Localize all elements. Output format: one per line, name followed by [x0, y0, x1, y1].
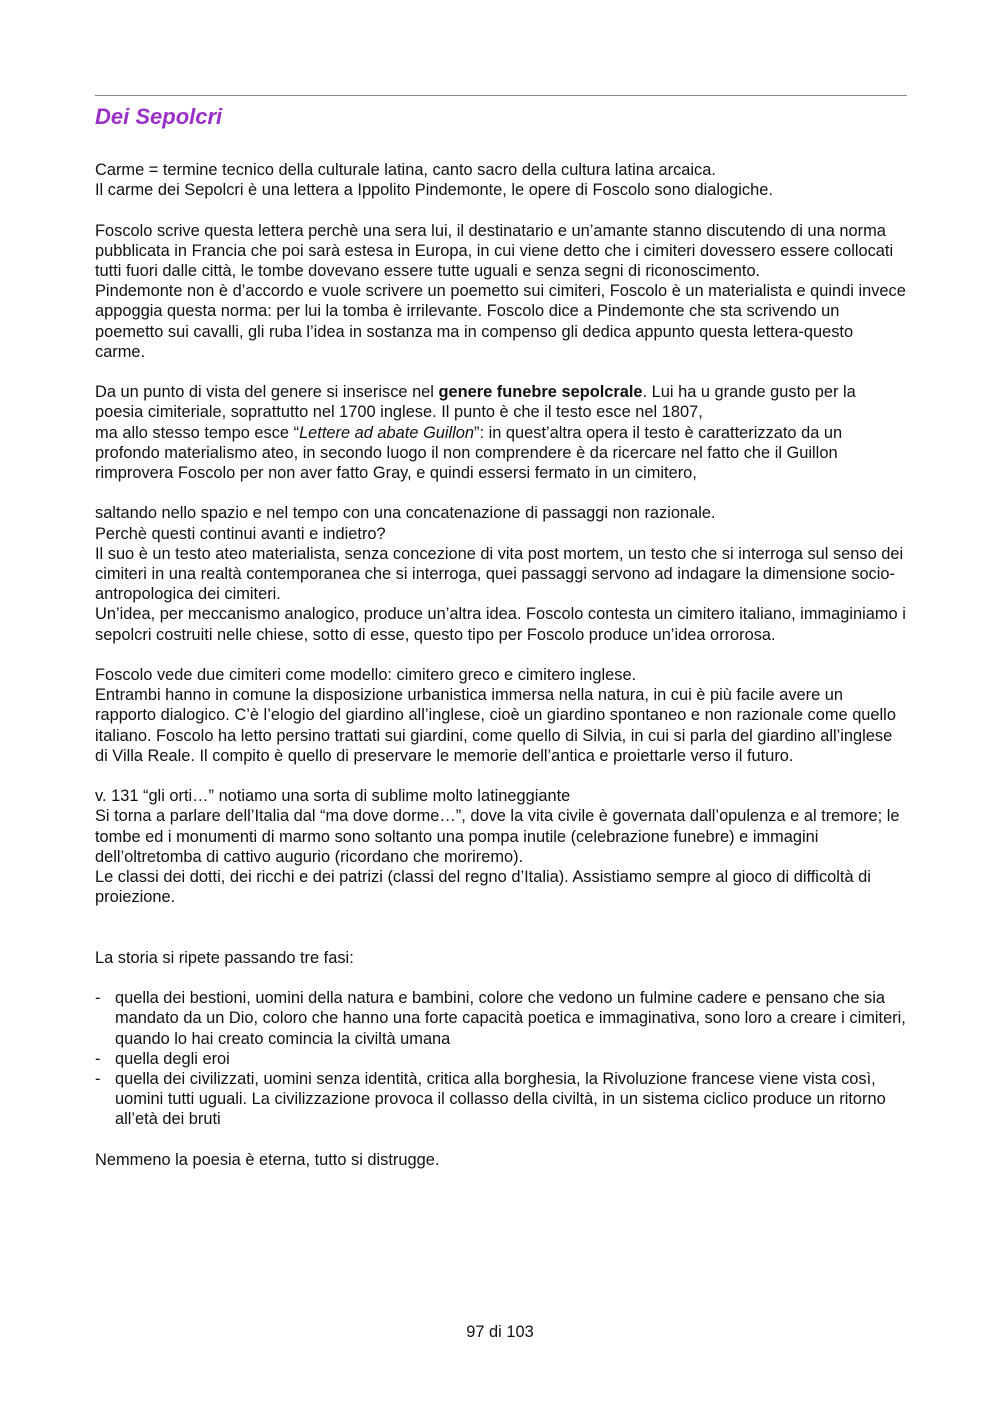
document-body — [95, 160, 907, 1170]
text-run: ”: in quest’altra opera il testo è caratterizzato da un profondo materialismo ateo, in secondo luogo il non comprendere è da ricercare nel fatto che il Guillon rimprovera Foscolo per non aver fatto Gray, e quindi essersi fermato in un cimitero, — [95, 423, 843, 483]
list-item — [95, 1069, 907, 1130]
text-run: ma allo stesso tempo esce “ — [95, 423, 300, 442]
list-item-text: quella dei civilizzati, uomini senza identità, critica alla borghesia, la Rivoluzione francese viene vista così, uomini tutti uguali. La civilizzazione provoca il collasso della civiltà, in un sistema ciclico produce un ritorno all’età dei bruti — [115, 1070, 886, 1129]
paragraph: Carme = termine tecnico della culturale latina, canto sacro della cultura latina arcaica. — [95, 161, 716, 179]
paragraph: Il carme dei Sepolcri è una lettera a Ippolito Pindemonte, le opere di Foscolo sono dialogiche. — [95, 181, 773, 200]
paragraph: Si torna a parlare dell’Italia dal “ma dove dorme…”, dove la vita civile è governata dall’opulenza e al tremore; le tombe ed i monumenti di marmo sono soltanto una pompa inutile (celebrazione funebre) e immagini dell’oltretomba di cattivo augurio (ricordano che moriremo). — [95, 807, 900, 866]
bold-text: genere funebre sepolcrale — [438, 383, 643, 402]
list-item — [95, 988, 907, 1049]
paragraph: Le classi dei dotti, dei ricchi e dei patrizi (classi del regno d’Italia). Assistiamo sempre al gioco di difficoltà di proiezione. — [95, 868, 871, 907]
paragraph: Foscolo scrive questa lettera perchè una sera lui, il destinatario e un’amante stanno discutendo di una norma pubblicata in Francia che poi sarà estesa in Europa, in cui viene detto che i cimiteri dovessero essere collocati tutti fuori dalle città, le tombe dovevano essere tutte uguali e senza segni di riconoscimento. — [95, 221, 894, 280]
paragraph: Entrambi hanno in comune la disposizione urbanistica immersa nella natura, in cui è più facile avere un rapporto dialogico. C’è l’elogio del giardino all’inglese, cioè un giardino spontaneo e non razionale come quello italiano. Foscolo ha letto persino trattati sui giardini, come quello di Silvia, in cui si parla del giardino all’inglese di Villa Reale. Il compito è quello di preservare le memorie dell’antica e proiettarle verso il futuro. — [95, 686, 896, 765]
paragraph: v. 131 “gli orti…” notiamo una sorta di sublime molto latineggiante — [95, 787, 571, 806]
paragraph: Nemmeno la poesia è eterna, tutto si distrugge. — [95, 1150, 440, 1169]
page-number: 97 di 103 — [466, 1323, 534, 1341]
phases-list — [95, 988, 907, 1129]
document-title: Dei Sepolcri — [95, 104, 223, 129]
list-dash: - — [95, 1070, 101, 1089]
paragraph: Pindemonte non è d’accordo e vuole scrivere un poemetto sui cimiteri, Foscolo è un materialista e quindi invece appoggia questa norma: per lui la tomba è irrilevante. Foscolo dice a Pindemonte che sta scrivendo un poemetto sui cavalli, gli ruba l’idea in sostanza ma in compenso gli dedica appunto questa lettera-questo carme. — [95, 282, 906, 361]
paragraph — [95, 423, 907, 484]
paragraph — [95, 382, 907, 422]
paragraph: saltando nello spazio e nel tempo con una concatenazione di passaggi non razionale. — [95, 504, 716, 523]
header-rule — [95, 95, 907, 96]
list-dash: - — [95, 989, 101, 1008]
italic-text: Lettere ad abate Guillon — [299, 423, 475, 442]
list-item-text: quella dei bestioni, uomini della natura e bambini, colore che vedono un fulmine cadere e pensano che sia mandato da un Dio, coloro che hanno una forte capacità poetica e immaginativa, sono loro a creare i cimiteri, quando lo hai creato comincia la civiltà umana — [115, 989, 906, 1048]
text-run: . Lui ha u grande gusto per la poesia cimiteriale, soprattutto nel 1700 inglese. Il punto è che il testo esce nel 1807, — [95, 383, 856, 422]
text-run: Da un punto di vista del genere si inserisce nel — [95, 383, 439, 402]
list-item-text: quella degli eroi — [115, 1049, 230, 1068]
paragraph: Il suo è un testo ateo materialista, senza concezione di vita post mortem, un testo che si interroga sul senso dei cimiteri in una realtà contemporanea che si interroga, quei passaggi servono ad indagare la dimensione socio-antropologica dei cimiteri. — [95, 544, 904, 604]
list-dash: - — [95, 1049, 101, 1068]
paragraph: La storia si ripete passando tre fasi: — [95, 948, 354, 967]
page — [95, 95, 907, 1170]
paragraph: Un’idea, per meccanismo analogico, produce un’altra idea. Foscolo contesta un cimitero italiano, immaginiamo i sepolcri costruiti nelle chiese, sotto di esse, questo tipo per Foscolo produce un’idea orrorosa. — [95, 605, 906, 644]
paragraph: Foscolo vede due cimiteri come modello: cimitero greco e cimitero inglese. — [95, 666, 637, 685]
paragraph: Perchè questi continui avanti e indietro? — [95, 524, 386, 543]
list-item — [95, 1049, 907, 1069]
